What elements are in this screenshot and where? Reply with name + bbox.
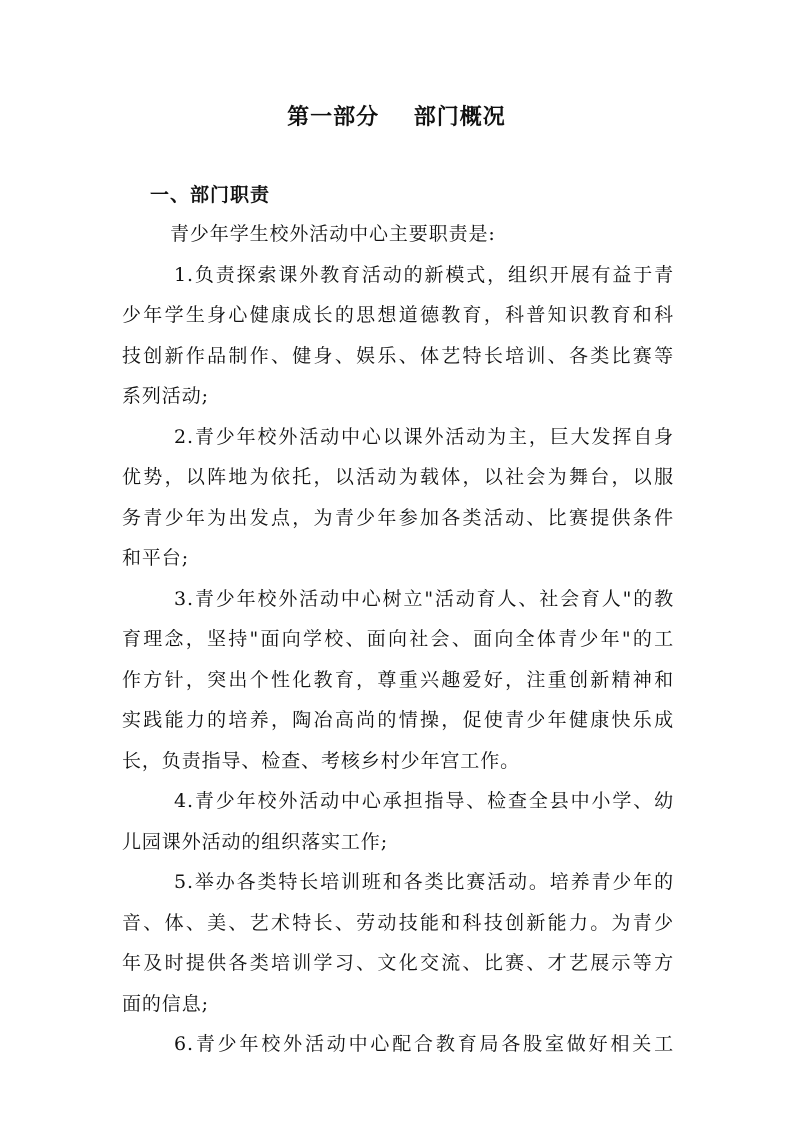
paragraph-4-line-1: 4.青少年校外活动中心承担指导、检查全县中小学、幼 bbox=[174, 790, 674, 812]
page-title: 第一部分 部门概况 bbox=[287, 105, 506, 130]
section-heading: 一、部门职责 bbox=[150, 184, 271, 206]
paragraph-5-line-3: 年及时提供各类培训学习、文化交流、比赛、才艺展示等方 bbox=[122, 952, 674, 974]
paragraph-2-line-2: 优势，以阵地为依托，以活动为载体，以社会为舞台，以服 bbox=[122, 466, 674, 488]
paragraph-4-line-2: 儿园课外活动的组织落实工作; bbox=[122, 830, 389, 853]
paragraph-3-line-3: 作方针，突出个性化教育，尊重兴趣爱好，注重创新精神和 bbox=[122, 668, 674, 691]
paragraph-3-line-4: 实践能力的培养，陶冶高尚的情操，促使青少年健康快乐成 bbox=[122, 709, 674, 731]
paragraph-1-line-1: 1.负责探索课外教育活动的新模式，组织开展有益于青 bbox=[174, 263, 674, 286]
paragraph-2-line-4: 和平台; bbox=[122, 547, 190, 569]
paragraph-1-line-2: 少年学生身心健康成长的思想道德教育，科普知识教育和科 bbox=[122, 304, 674, 326]
paragraph-2-line-3: 务青少年为出发点，为青少年参加各类活动、比赛提供条件 bbox=[122, 506, 674, 529]
paragraph-3-line-5: 长，负责指导、检查、考核乡村少年宫工作。 bbox=[122, 749, 521, 772]
paragraph-6-line-1: 6.青少年校外活动中心配合教育局各股室做好相关工 bbox=[174, 1033, 674, 1055]
paragraph-3-line-2: 育理念，坚持"面向学校、面向社会、面向全体青少年"的工 bbox=[122, 628, 674, 650]
paragraph-1-line-4: 系列活动; bbox=[122, 385, 209, 407]
paragraph-5-line-4: 面的信息; bbox=[122, 992, 209, 1015]
intro-line: 青少年学生校外活动中心主要职责是: bbox=[170, 223, 496, 245]
paragraph-5-line-1: 5.举办各类特长培训班和各类比赛活动。培养青少年的 bbox=[174, 871, 674, 893]
paragraph-5-line-2: 音、体、美、艺术特长、劳动技能和科技创新能力。为青少 bbox=[122, 911, 674, 934]
paragraph-1-line-3: 技创新作品制作、健身、娱乐、体艺特长培训、各类比赛等 bbox=[122, 344, 674, 367]
paragraph-2-line-1: 2.青少年校外活动中心以课外活动为主，巨大发挥自身 bbox=[174, 425, 674, 448]
paragraph-3-line-1: 3.青少年校外活动中心树立"活动育人、社会育人"的教 bbox=[174, 587, 674, 610]
body-text bbox=[122, 214, 674, 1065]
